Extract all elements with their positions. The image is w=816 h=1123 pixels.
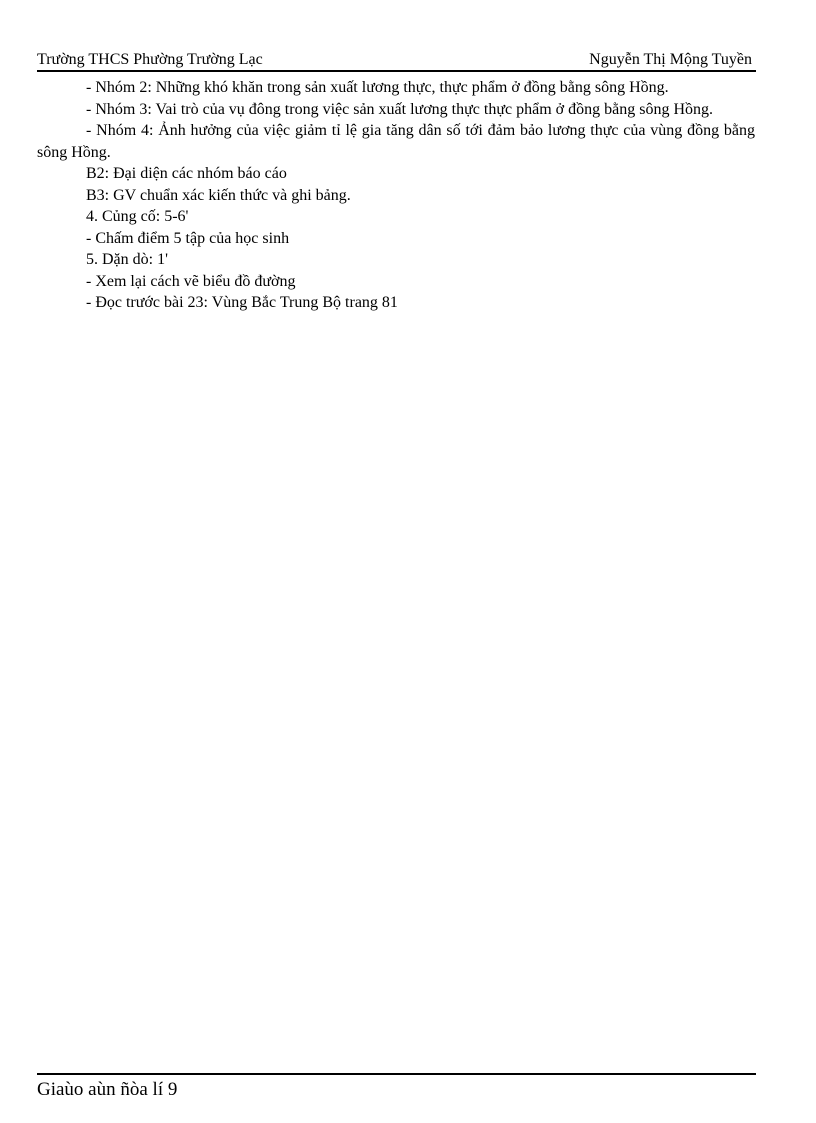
page-header: [37, 50, 756, 72]
review-line: - Xem lại cách vẽ biểu đồ đường: [86, 272, 296, 290]
consolidation-heading: 4. Củng cố: 5-6': [86, 208, 189, 225]
next-lesson-line: - Đọc trước bài 23: Vùng Bắc Trung Bộ trang 81: [86, 294, 398, 311]
step-b2-line: B2: Đại diện các nhóm báo cáo: [86, 165, 287, 182]
grading-line: - Chấm điểm 5 tập của học sinh: [86, 229, 290, 247]
school-name: Trường THCS Phường Trường Lạc: [37, 51, 263, 68]
group-3-paragraph: - Nhóm 3: Vai trò của vụ đông trong việc sản xuất lương thực thực phẩm ở đồng bằng sông Hồng.: [86, 100, 713, 118]
document-body: [37, 77, 755, 314]
step-b3-line: B3: GV chuẩn xác kiến thức và ghi bảng.: [86, 186, 351, 204]
teacher-name: Nguyễn Thị Mộng Tuyền: [589, 51, 752, 68]
homework-heading: 5. Dặn dò: 1': [86, 251, 168, 268]
group-4-paragraph: - Nhóm 4: Ảnh hưởng của việc giảm tỉ lệ gia tăng dân số tới đảm bảo lương thực của vùng đồng bằng sông Hồng.: [37, 122, 755, 161]
group-2-paragraph: - Nhóm 2: Những khó khăn trong sản xuất lương thực, thực phẩm ở đồng bằng sông Hồng.: [86, 79, 669, 96]
page-footer: [37, 1073, 756, 1103]
footer-text: Giaùo aùn ñòa lí 9: [37, 1079, 178, 1100]
